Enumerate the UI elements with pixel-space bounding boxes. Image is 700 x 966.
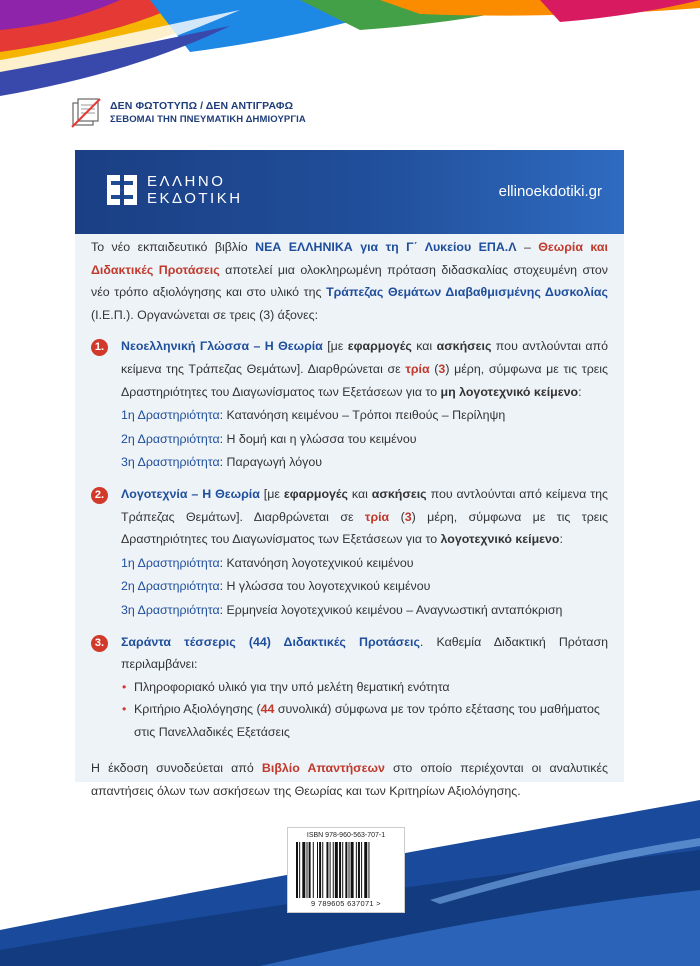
activity — [121, 451, 608, 474]
activity-text: : Κατανόηση λογοτεχνικού κειμένου — [219, 555, 414, 570]
section-text-part: και — [411, 339, 437, 354]
isbn-label: ISBN 978-960-563-707-1 — [306, 832, 386, 839]
barcode-bar — [333, 842, 334, 898]
intro-text: (Ι.Ε.Π.). Οργανώνεται σε τρεις (3) άξονες: — [91, 307, 319, 322]
barcode-bar — [319, 842, 321, 898]
three-number: 3 — [404, 509, 412, 524]
activity — [121, 404, 608, 427]
section-text-part: : — [578, 384, 582, 399]
bullet-text: Πληροφοριακό υλικό για την υπό μελέτη θεματική ενότητα — [134, 679, 450, 694]
barcode-bar — [313, 842, 314, 898]
section-heading: Λογοτεχνία — [121, 486, 188, 501]
barcode-bar — [356, 842, 357, 898]
content — [91, 236, 608, 803]
publisher-logo — [105, 173, 243, 207]
section-text-part: [με — [259, 486, 284, 501]
intro-text: – — [516, 240, 539, 254]
bullet-item — [121, 698, 608, 743]
section-text-part: που αντλούνται από κείμενα της Τράπεζας Θεμάτων]. Διαρθρώνεται σε — [121, 339, 608, 376]
activity-label: 1η Δραστηριότητα — [121, 408, 220, 423]
publisher-website[interactable]: ellinoekdotiki.gr — [498, 183, 602, 200]
barcode-bar — [330, 842, 331, 898]
exercises: ασκήσεις — [436, 339, 492, 354]
barcode-bar — [358, 842, 360, 898]
section-heading-theory: Η Θεωρία — [264, 339, 323, 354]
activity-text: : Κατανόηση κειμένου – Τρόποι πειθούς – Περίληψη — [219, 408, 506, 423]
isbn-barcode — [287, 827, 405, 913]
barcode-bar — [368, 842, 369, 898]
activity-text: : Ερμηνεία λογοτεχνικού κειμένου – Αναγνωστική ανταπόκριση — [219, 602, 563, 617]
section-dash: – — [187, 486, 203, 501]
activity-label: 3η Δραστηριότητα — [121, 455, 220, 470]
section-text-part: και — [347, 486, 372, 501]
section-text-part: [με — [322, 339, 348, 354]
text-type: μη λογοτεχνικό κείμενο — [440, 384, 579, 399]
bullet-item — [121, 676, 608, 699]
barcode-bar — [364, 842, 367, 898]
activity-text: : Η γλώσσα του λογοτεχνικού κειμένου — [219, 579, 431, 594]
activity-label: 2η Δραστηριότητα — [121, 431, 220, 446]
activity — [121, 599, 608, 622]
section-3 — [91, 631, 608, 744]
isbn-digits: 9 789605 637071 > — [311, 899, 381, 908]
exercises: ασκήσεις — [371, 486, 427, 501]
three-number: 3 — [438, 361, 446, 376]
section-text — [121, 335, 608, 403]
barcode-bar — [361, 842, 362, 898]
section-text-part: που αντλούνται από κείμενα της Τράπεζας Θεμάτων]. Διαρθρώνεται σε — [121, 486, 608, 524]
barcode-bar — [326, 842, 328, 898]
barcode-bar — [342, 842, 343, 898]
activity-text: : Παραγωγή λόγου — [219, 455, 323, 470]
applications: εφαρμογές — [347, 339, 412, 354]
description-card — [75, 150, 624, 799]
section-number: 3. — [91, 635, 108, 652]
closing-paragraph — [91, 757, 608, 802]
activity — [121, 575, 608, 598]
section-number: 1. — [91, 339, 108, 356]
intro-text: αποτελεί μια ολοκληρωμένη πρόταση διδασκαλίας στοχευμένη στον νέο τρόπο αξιολόγησης και στο υλικό της — [91, 262, 608, 300]
barcode-bar — [345, 842, 347, 898]
bullet-text: συνολικά) σύμφωνα με τον τρόπο εξέτασης του μαθήματος στις Πανελλαδικές Εξετάσεις — [134, 702, 600, 739]
bullet-text: Κριτήριο Αξιολόγησης ( — [134, 702, 261, 717]
publisher-logo-icon — [105, 173, 139, 207]
barcode-bar — [317, 842, 318, 898]
question-bank: Τράπεζας Θεμάτων Διαβαθμισμένης Δυσκολίας — [326, 285, 608, 300]
barcode-bar — [309, 842, 311, 898]
barcode-bar — [322, 842, 323, 898]
section-text-part: ) μέρη, σύμφωνα με τις τρεις Δραστηριότητες του Διαγωνίσματος των Εξετάσεων για το — [121, 361, 608, 399]
three-word: τρία — [364, 509, 390, 524]
barcode-bar — [349, 842, 350, 898]
copy-notice-line2: ΣΕΒΟΜΑΙ ΤΗΝ ΠΝΕΥΜΑΤΙΚΗ ΔΗΜΙΟΥΡΓΙΑ — [110, 114, 306, 125]
answers-book: Βιβλίο Απαντήσεων — [261, 761, 385, 776]
activity-text: : Η δομή και η γλώσσα του κειμένου — [219, 431, 417, 446]
count-number: 44 — [260, 702, 275, 717]
closing-text: Η έκδοση συνοδεύεται από — [91, 761, 262, 776]
intro-paragraph — [91, 236, 608, 326]
copy-notice-line1: ΔΕΝ ΦΩΤΟΤΥΠΩ / ΔΕΝ ΑΝΤΙΓΡΑΦΩ — [110, 100, 294, 112]
publisher-banner — [75, 150, 624, 234]
barcode-bar — [296, 842, 298, 898]
section-text-part: ( — [429, 361, 439, 376]
barcode-bars — [296, 842, 396, 898]
copy-notice — [70, 97, 306, 129]
barcode-bar — [351, 842, 354, 898]
activity-label: 3η Δραστηριότητα — [121, 602, 220, 617]
activity-label: 1η Δραστηριότητα — [121, 555, 220, 570]
book-title: ΝΕΑ ΕΛΛΗΝΙΚΑ για τη Γ΄ Λυκείου ΕΠΑ.Λ — [255, 240, 517, 254]
barcode-bar — [335, 842, 338, 898]
section-text — [121, 631, 608, 676]
activity-label: 2η Δραστηριότητα — [121, 579, 220, 594]
section-text-part: : — [559, 532, 563, 547]
section-heading: Σαράντα τέσσερις (44) Διδακτικές Προτάσεις — [121, 634, 420, 649]
text-type: λογοτεχνικό κείμενο — [440, 532, 560, 547]
section-text-part: ( — [389, 509, 405, 524]
book-subtitle: Θεωρία και Διδακτικές Προτάσεις — [91, 240, 608, 277]
activity — [121, 552, 608, 575]
three-word: τρία — [405, 361, 430, 376]
section-text — [121, 483, 608, 551]
barcode-bar — [339, 842, 341, 898]
barcode-bar — [302, 842, 305, 898]
section-1 — [91, 335, 608, 474]
section-heading-theory: Η Θεωρία — [202, 486, 260, 501]
section-dash: – — [249, 339, 265, 354]
section-2 — [91, 483, 608, 622]
section-heading: Νεοελληνική Γλώσσα — [121, 339, 250, 354]
activity — [121, 428, 608, 451]
barcode-bar — [299, 842, 300, 898]
section-number: 2. — [91, 487, 108, 504]
closing-text: στο οποίο περιέχονται οι αναλυτικές απαντήσεις όλων των ασκήσεων της Θεωρίας και των Κριτηρίων Αξιολόγησης. — [91, 761, 608, 799]
applications: εφαρμογές — [283, 486, 348, 501]
publisher-name-2: ΕΚΔΟΤΙΚΗ — [147, 190, 243, 207]
section-text-part: . Καθεμία Διδακτική Πρόταση περιλαμβάνει: — [121, 634, 608, 672]
publisher-name-1: ΕΛΛΗΝΟ — [147, 173, 226, 190]
barcode-bar — [307, 842, 308, 898]
no-photocopy-icon — [70, 97, 102, 129]
intro-text: Το νέο εκπαιδευτικό βιβλίο — [91, 240, 256, 254]
section-text-part: ) μέρη, σύμφωνα με τις τρεις Δραστηριότητες του Διαγωνίσματος των Εξετάσεων για το — [121, 509, 608, 547]
